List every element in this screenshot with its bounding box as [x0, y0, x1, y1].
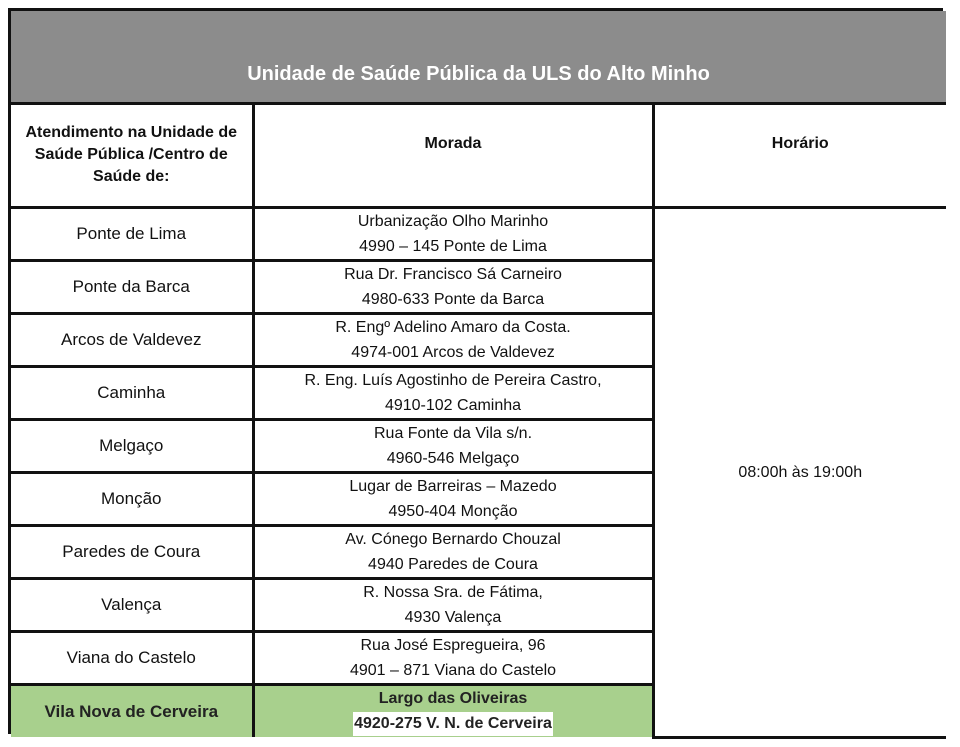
postal-line: 4960-546 Melgaço [386, 449, 520, 467]
address-cell [253, 578, 653, 631]
address-cell [253, 366, 653, 419]
column-header-location: Atendimento na Unidade de Saúde Pública /Centro de Saúde de: [11, 103, 253, 207]
location-cell: Vila Nova de Cerveira [11, 684, 253, 737]
address-line: R. Nossa Sra. de Fátima, [363, 583, 543, 601]
column-header-row [11, 103, 946, 207]
address-cell [253, 684, 653, 737]
address-line: R. Eng. Luís Agostinho de Pereira Castro, [304, 371, 602, 389]
postal-line: 4990 – 145 Ponte de Lima [359, 237, 547, 255]
address-cell [253, 631, 653, 684]
postal-line: 4901 – 871 Viana do Castelo [349, 661, 557, 679]
address-cell [253, 260, 653, 313]
column-header-address: Morada [253, 103, 653, 207]
address-cell [253, 525, 653, 578]
address-line: R. Engº Adelino Amaro da Costa. [335, 318, 571, 336]
location-cell: Ponte de Lima [11, 207, 253, 260]
location-cell: Viana do Castelo [11, 631, 253, 684]
address-line: Rua Fonte da Vila s/n. [373, 424, 533, 442]
address-line: Largo das Oliveiras [378, 687, 529, 711]
address-line: Rua Dr. Francisco Sá Carneiro [344, 265, 562, 283]
postal-line: 4930 Valença [404, 608, 502, 626]
address-cell [253, 419, 653, 472]
health-units-table [11, 11, 946, 739]
postal-line: 4910-102 Caminha [384, 396, 522, 414]
postal-line: 4950-404 Monção [388, 502, 518, 520]
location-cell: Paredes de Coura [11, 525, 253, 578]
address-line: Lugar de Barreiras – Mazedo [349, 477, 557, 495]
address-line: Av. Cónego Bernardo Chouzal [345, 530, 561, 548]
location-cell: Ponte da Barca [11, 260, 253, 313]
postal-line: 4974-001 Arcos de Valdevez [351, 343, 555, 361]
address-cell [253, 207, 653, 260]
column-header-hours: Horário [653, 103, 946, 207]
hours-cell: 08:00h às 19:00h [653, 207, 946, 737]
table-title: Unidade de Saúde Pública da ULS do Alto Minho [11, 11, 946, 103]
postal-line: 4920-275 V. N. de Cerveira [353, 712, 553, 736]
address-cell [253, 472, 653, 525]
location-cell: Arcos de Valdevez [11, 313, 253, 366]
address-line: Rua José Espregueira, 96 [360, 636, 546, 654]
location-cell: Valença [11, 578, 253, 631]
postal-line: 4980-633 Ponte da Barca [361, 290, 545, 308]
title-row [11, 11, 946, 103]
health-units-table-container [8, 8, 943, 734]
address-cell [253, 313, 653, 366]
postal-line: 4940 Paredes de Coura [368, 555, 538, 573]
table-row [11, 207, 946, 260]
location-cell: Monção [11, 472, 253, 525]
location-cell: Melgaço [11, 419, 253, 472]
location-cell: Caminha [11, 366, 253, 419]
address-line: Urbanização Olho Marinho [357, 212, 549, 230]
